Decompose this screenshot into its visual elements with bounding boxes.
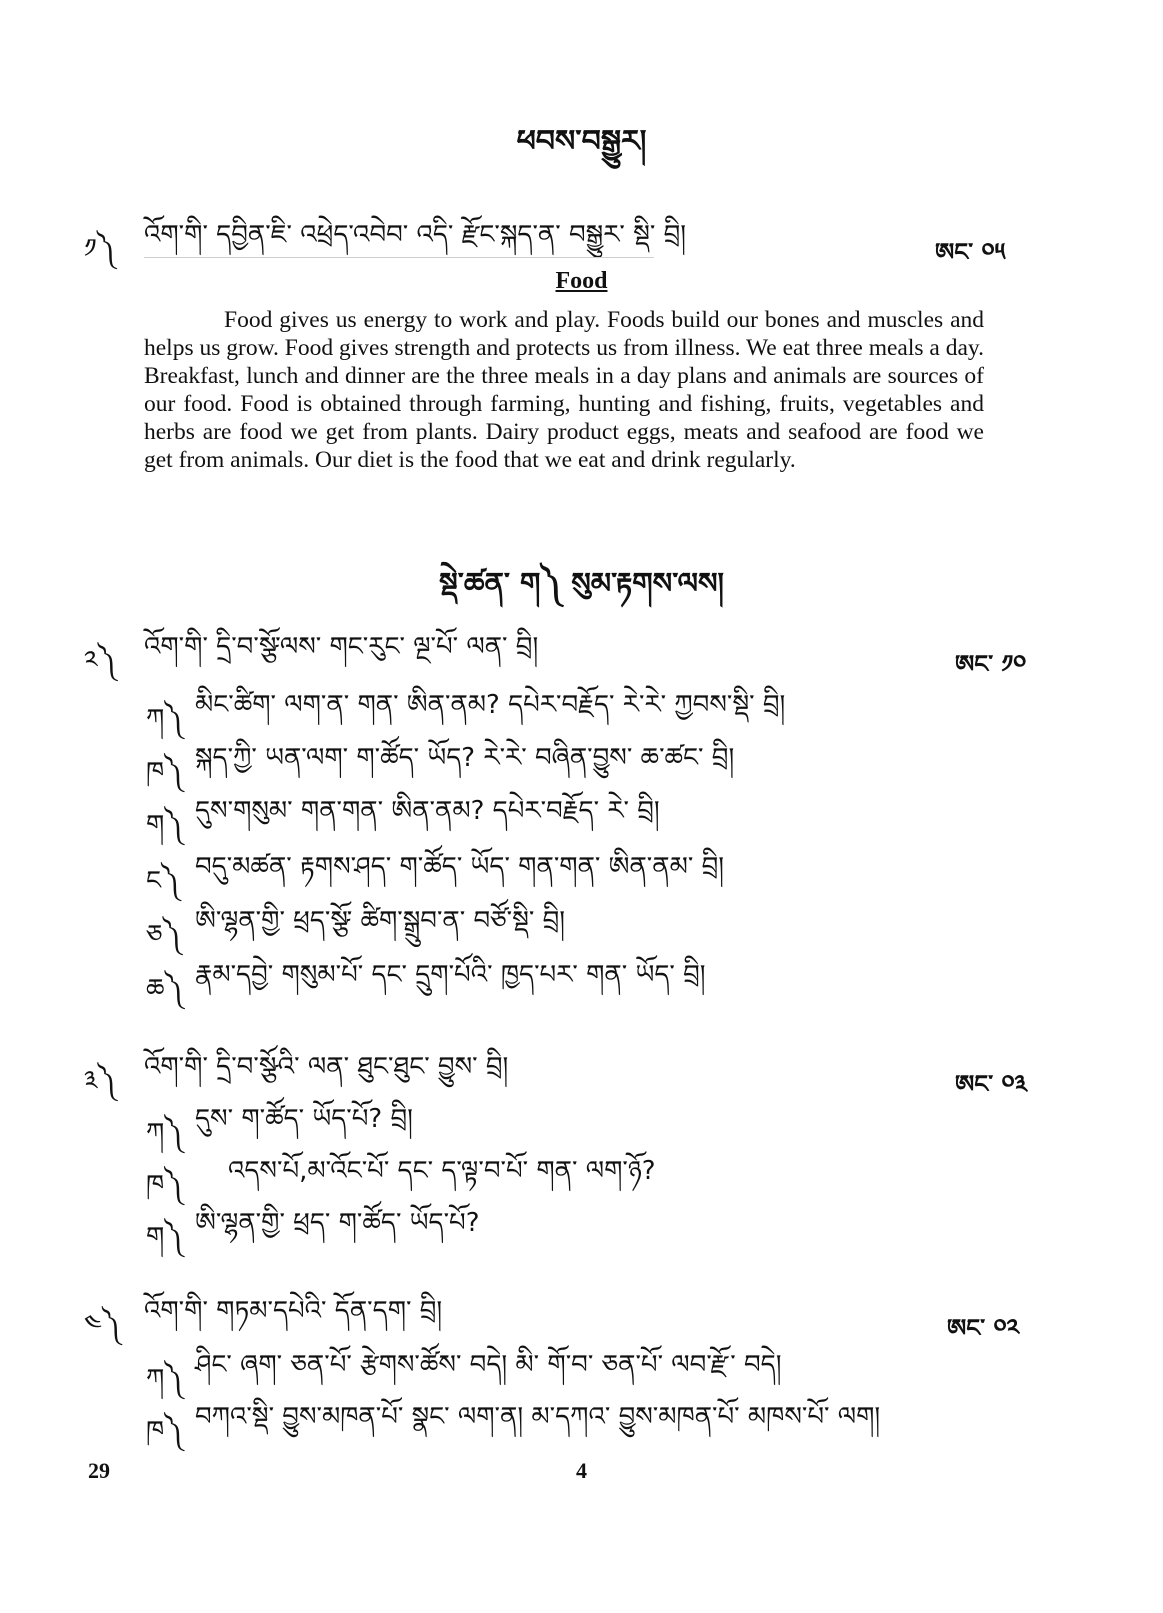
question-4-marks: ཨང་ ༠༢ [947, 1314, 1020, 1342]
q2-item-label: ཀ༽ [146, 704, 183, 734]
q4-item-label: ཀ༽ [146, 1364, 183, 1394]
q3-item-text: ཨི་ལྷན་གྱི་ ཕྲད་ ག་ཚོད་ ཡོད་པོ? [195, 1208, 480, 1238]
page-title: ཕབས་བསྒྱུར། [516, 124, 647, 159]
q4-item-text: བཀའ་སྡི་ བྱུས་མཁན་པོ་ སྣང་ ལག་ན། མ་དཀའ་ བྱུས་མཁན་པོ་ མཁས་པོ་ ལག། [195, 1402, 881, 1432]
question-2-number: ༢༽ [84, 646, 117, 676]
question-3-marks: ཨང་ ༠༣ [955, 1070, 1028, 1098]
q2-item-label: ཆ༽ [146, 974, 184, 1004]
question-1-text: འོག་གི་ དབྱིན་ཇི་ འཕྲེད་འབེབ་ འདི་ རྫོང་སྐད་ན་ བསྒྱུར་ སྡི་ བྲི། [144, 220, 687, 250]
q3-item-label: ཁ༽ [146, 1170, 183, 1200]
passage-title: Food [555, 268, 608, 294]
question-1-marks: ཨང་ ༠༥ [935, 238, 1006, 266]
q2-item-label: ཁ༽ [146, 757, 183, 787]
q4-item-text: ཤིང་ ཞག་ ཅན་པོ་ རྩེགས་ཚོས་ བདེ། མི་ གོ་བ་ ཅན་པོ་ ལབ་རྫོ་ བདེ། [195, 1350, 782, 1380]
q2-item-label: ང༽ [146, 866, 180, 896]
q2-item-label: ག༽ [146, 810, 183, 840]
q2-item-text: སྐད་ཀྱི་ ཡན་ལག་ ག་ཚོད་ ཡོད? རེ་རེ་ བཞིན་བྱུས་ ཆ་ཚང་ བྲི། [195, 743, 735, 773]
section-heading: སྡེ་ཚན་ ག༽ སུམ་རྟགས་ལས། [439, 566, 724, 600]
question-2-text: འོག་གི་ དྲི་བ་སྩོ་ལས་ གང་རུང་ ལྔ་པོ་ ལན་ བྲི། [144, 632, 539, 662]
q2-item-text: དུས་གསུམ་ གན་གན་ ཨིན་ནམ? དཔེར་བརྗོད་ རེ་ བྲི། [195, 796, 660, 826]
question-3-number: ༣༽ [84, 1066, 116, 1096]
q3-item-text: འདས་པོ,མ་འོང་པོ་ དང་ ད་ལྟ་བ་པོ་ གན་ ལག་ཉོ? [228, 1156, 656, 1186]
question-2-marks: ཨང་ ༡༠ [955, 650, 1027, 678]
q2-item-text: བདུ་མཚན་ རྟགས་ཤད་ ག་ཚོད་ ཡོད་ གན་གན་ ཨིན་ནམ་ བྲི། [195, 852, 725, 882]
question-4-number: ༤༽ [84, 1310, 121, 1340]
q2-item-text: མིང་ཚིག་ ལག་ན་ གན་ ཨིན་ནམ? དཔེར་བརྗོད་ རེ་རེ་ ཀྱབས་སྡི་ བྲི། [195, 690, 786, 720]
q2-item-text: རྣམ་དབྱེ་ གསུམ་པོ་ དང་ དྲུག་པོའི་ ཁྱད་པར་ གན་ ཡོད་ བྲི། [195, 960, 706, 990]
q2-item-text: ཨི་ལྷན་གྱི་ ཕྲད་སྩོ་ ཚིག་སྒྲུབ་ན་ བཙོ་སྡི་ བྲི། [195, 906, 566, 936]
q4-item-label: ཁ༽ [146, 1416, 183, 1446]
q3-item-label: ཀ༽ [146, 1118, 183, 1148]
q3-item-text: དུས་ ག་ཚོད་ ཡོད་པོ? བྲི། [195, 1104, 413, 1134]
question-1-number: ༡༽ [84, 234, 116, 264]
q3-item-label: ག༽ [146, 1222, 183, 1252]
footer-code: 29 [88, 1458, 110, 1483]
q2-item-label: ཅ༽ [146, 920, 182, 950]
question-1-underline [144, 257, 654, 258]
question-3-text: འོག་གི་ དྲི་བ་སྩོའི་ ལན་ ཐུང་ཐུང་ བྱུས་ བྲི། [144, 1052, 509, 1082]
passage-body: Food gives us energy to work and play. Foods build our bones and muscles and helps us grow. Food gives strength and protects us from illness. We eat three meals a day. Breakfast, lunch and dinner are the three meals in a day plans and animals are sources of our food. Food is obtained through farming, hunting and fishing, fruits, vegetables and herbs are food we get from plants. Dairy product eggs, meats and seafood are food we get from animals. Our diet is the food that we eat and drink regularly. [144, 307, 984, 473]
question-4-text: འོག་གི་ གཏམ་དཔེའི་ དོན་དག་ བྲི། [144, 1296, 443, 1326]
footer-page-number: 4 [576, 1458, 587, 1483]
